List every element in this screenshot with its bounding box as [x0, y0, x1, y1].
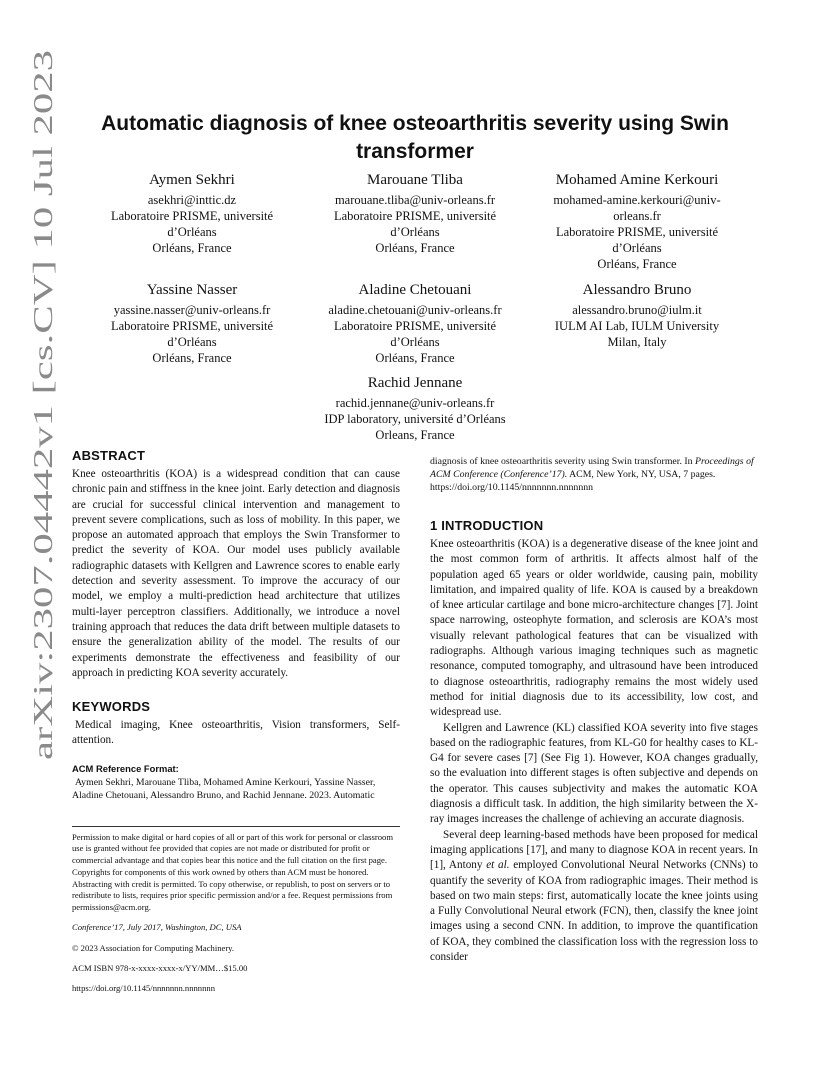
author-email: asekhri@inttic.dz: [147, 193, 237, 207]
author-block: [517, 281, 757, 350]
author-location: Orléans, France: [375, 241, 455, 255]
author-affiliation: d’Orléans: [167, 335, 217, 349]
author-affiliation: d’Orléans: [612, 241, 662, 255]
author-name: Aymen Sekhri: [149, 172, 235, 188]
author-email: yassine.nasser@univ-orleans.fr: [113, 303, 271, 317]
keywords-text: Medical imaging, Knee osteoarthritis, Vision transformers, Self-attention.: [72, 719, 400, 747]
intro-p3-italic: et al.: [486, 859, 510, 872]
intro-paragraph-2: Kellgren and Lawrence (KL) classified KOA severity into five stages based on the radiographic features, from KL-G0 for healthy cases to KL-G4 for severe cases [7] (See Fig 1). However, KOA changes gradually, so the evaluation into different stages is often subjective and depends on the operator. This causes subjectivity and makes the automatic KOA diagnosis a difficult task. In addition, the high similarity between the X-ray images increases the challenge of achieving an accurate diagnosis.: [430, 721, 758, 826]
abstract-heading: ABSTRACT: [72, 448, 146, 463]
author-affiliation: Laboratoire PRISME, université: [555, 225, 719, 239]
intro-p3-text-a: Several deep learning-based methods have been proposed for medical imaging applications [17], and many to diagnose KOA in recent years. In [1], Antony: [430, 828, 758, 872]
author-name: Yassine Nasser: [146, 282, 238, 298]
author-block: [517, 171, 757, 272]
footnote-divider: [72, 826, 400, 827]
acm-reference-cont-tail: ACM, New York, NY, USA, 7 pages. https://doi.org/10.1145/nnnnnnn.nnnnnnn: [430, 469, 716, 493]
author-location: Orléans, France: [597, 257, 677, 271]
author-block: [284, 374, 546, 443]
author-name: Alessandro Bruno: [582, 282, 692, 298]
doi-line: https://doi.org/10.1145/nnnnnnn.nnnnnnn: [72, 983, 215, 994]
author-location: Orleans, France: [375, 428, 455, 442]
author-email: aladine.chetouani@univ-orleans.fr: [328, 303, 502, 317]
isbn-line: ACM ISBN 978-x-xxxx-xxxx-x/YY/MM…$15.00: [72, 962, 248, 973]
acm-reference-text: Aymen Sekhri, Marouane Tliba, Mohamed Amine Kerkouri, Yassine Nasser, Aladine Chetouani, Alessandro Bruno, and Rachid Jennane. 2023. Automatic: [72, 776, 376, 801]
title-line-1: Automatic diagnosis of knee osteoarthritis severity using Swin: [101, 112, 729, 135]
author-block: [72, 171, 312, 256]
author-block: [295, 171, 535, 256]
author-email: alessandro.bruno@iulm.it: [572, 303, 702, 317]
author-location: Orléans, France: [152, 351, 232, 365]
author-name: Rachid Jennane: [367, 375, 463, 391]
author-email: rachid.jennane@univ-orleans.fr: [335, 396, 495, 410]
author-location: Milan, Italy: [607, 335, 667, 349]
intro-paragraph-1: Knee osteoarthritis (KOA) is a degenerative disease of the knee joint and the most common form of arthritis. It affects almost half of the population aged 65 years or older worldwide, causing pain, mobility limitation, and impaired quality of life. KOA is caused by a breakdown of knee articular cartilage and bone micro-architecture changes [7]. Joint space narrowing, osteophyte formation, and sclerosis are KOA’s most visually relevant pathological features that can be visualized with radiographs. Although various imaging techniques such as magnetic resonance, computed tomography, and ultrasound have been introduced to diagnose osteoarthritis, radiography remains the most widely used method for initial diagnosis due to its accessibility, low cost, and widespread use.: [430, 538, 758, 719]
right-column: [430, 455, 758, 965]
intro-paragraph-3: [430, 828, 758, 966]
arxiv-id: arXiv:2307.04442v1 [cs.CV] 10 Jul 2023: [28, 311, 58, 760]
author-location: Orléans, France: [375, 351, 455, 365]
intro-p3-text-b: employed Convolutional Neural Networks (CNNs) to quantify the severity of KOA from radiographic images. Their method is based on two main steps: first, automatically locate the knee joints using a Fully Convolutional Neural etwork (FCN), then, classify the knee joint images using a second CNN. In addition, to improve the quantification of KOA, they combined the classification loss with the regression loss to consider: [430, 859, 758, 964]
left-column: [72, 448, 400, 1003]
author-name: Marouane Tliba: [367, 172, 463, 188]
author-block: [72, 281, 312, 366]
paper-title: [70, 110, 760, 166]
author-name: Aladine Chetouani: [358, 282, 472, 298]
author-affiliation: IDP laboratory, université d’Orléans: [324, 412, 506, 426]
introduction-heading: 1 INTRODUCTION: [430, 518, 544, 533]
author-affiliation: Laboratoire PRISME, université: [333, 319, 497, 333]
abstract-text: Knee osteoarthritis (KOA) is a widespread condition that can cause chronic pain and stiffness in the knee joint. Early detection and diagnosis are crucial for successful clinical intervention and management to prevent severe complications, such as loss of mobility. In this paper, we propose an automated approach that employs the Swin Transformer to predict the severity of KOA. Our model uses publicly available radiographic datasets with Kellgren and Lawrence scores to enable early detection and severity assessment. To improve the accuracy of our model, we employ a multi-prediction head architecture that utilizes multi-layer perceptron classifiers. Additionally, we introduce a novel training approach that reduces the data drift between multiple datasets to ensure the generalization ability of the model. The results of our experiments demonstrate the effectiveness and feasibility of our approach in predicting KOA severity accurately.: [72, 468, 400, 679]
author-name: Mohamed Amine Kerkouri: [555, 172, 719, 188]
author-block: [295, 281, 535, 366]
author-email: mohamed-amine.kerkouri@univ-: [553, 193, 721, 207]
permission-notice: Permission to make digital or hard copies of all or part of this work for personal or classroom use is granted without fee provided that copies are not made or distributed for profit or commercial advantage and that copies bear this notice and the full citation on the first page. Copyrights for components of this work owned by others than ACM must be honored. Abstracting with credit is permitted. To copy otherwise, or republish, to post on servers or to redistribute to lists, requires prior specific permission and/or a fee. Request permissions from permissions@acm.org.: [72, 831, 393, 912]
author-affiliation: Laboratoire PRISME, université: [110, 319, 274, 333]
acm-reference-continued: [430, 455, 758, 494]
author-affiliation: Laboratoire PRISME, université: [110, 209, 274, 223]
keywords-heading: KEYWORDS: [72, 699, 151, 715]
acm-reference-cont-text: diagnosis of knee osteoarthritis severity using Swin transformer. In: [430, 456, 696, 467]
author-email: orleans.fr: [613, 209, 661, 223]
author-location: Orléans, France: [152, 241, 232, 255]
arxiv-stamp: [14, 30, 58, 770]
author-email: marouane.tliba@univ-orleans.fr: [334, 193, 496, 207]
acm-reference-cont-venue: Proceedings of ACM Conference (Conference’17).: [430, 456, 754, 480]
title-line-2: transformer: [356, 140, 474, 163]
acm-reference-heading: ACM Reference Format:: [72, 762, 179, 774]
author-affiliation: IULM AI Lab, IULM University: [554, 319, 720, 333]
author-affiliation: d’Orléans: [390, 335, 440, 349]
author-affiliation: d’Orléans: [167, 225, 217, 239]
conference-line: Conference’17, July 2017, Washington, DC, USA: [72, 922, 242, 933]
author-affiliation: Laboratoire PRISME, université: [333, 209, 497, 223]
copyright-line: © 2023 Association for Computing Machinery.: [72, 942, 235, 953]
author-affiliation: d’Orléans: [390, 225, 440, 239]
